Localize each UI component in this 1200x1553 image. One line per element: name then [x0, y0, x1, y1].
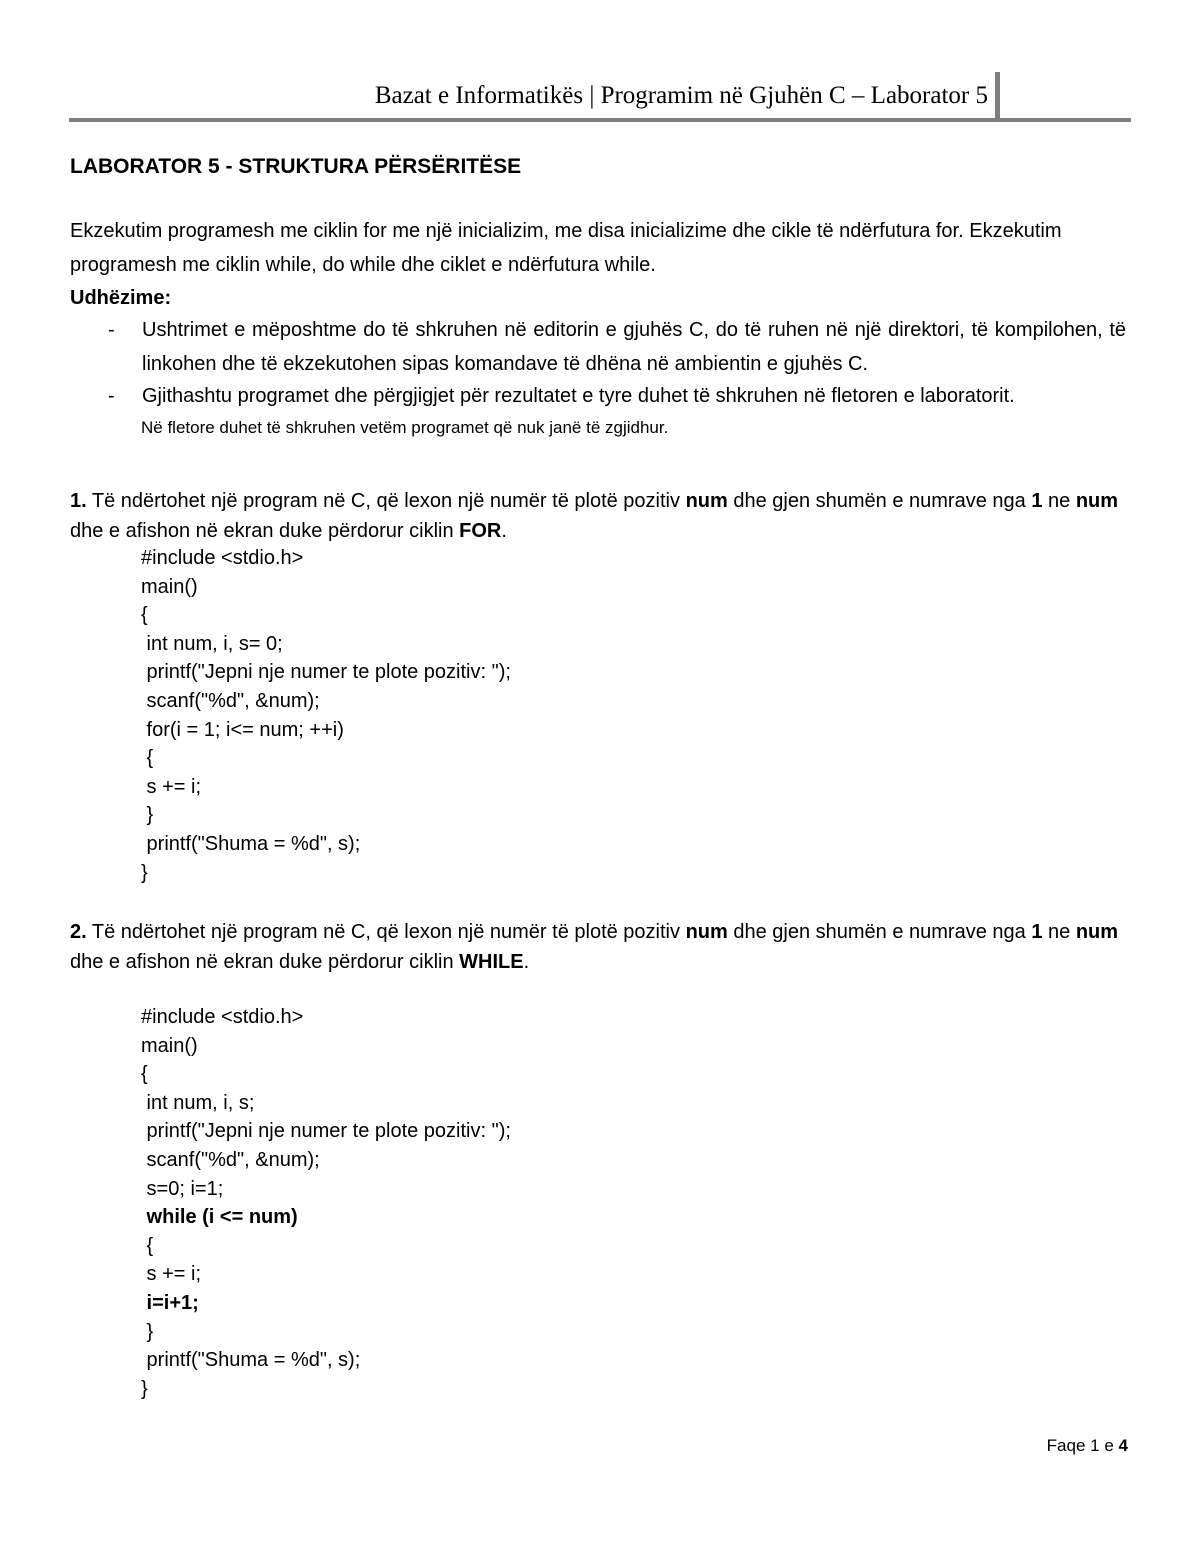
loop-keyword: FOR: [459, 520, 502, 542]
page-header: Bazat e Informatikës | Programim në Gjuhën C – Laborator 5: [374, 82, 988, 109]
task-text: dhe gjen shumën e numrave nga: [727, 921, 1032, 943]
bullet-dash: -: [108, 319, 115, 341]
bullet-dash: -: [108, 385, 115, 407]
code-block-1: [141, 544, 511, 887]
var-name: num: [685, 490, 728, 512]
var-name: num: [685, 921, 728, 943]
guideline-text: Gjithashtu programet dhe përgjigjet për rezultatet e tyre duhet të shkruhen në fletoren e laboratorit.: [142, 385, 1015, 407]
task-2-statement: [70, 917, 1138, 977]
guideline-item: [70, 379, 1126, 413]
code-line: int num, i, s= 0;: [141, 632, 283, 655]
header-rule: [69, 118, 1131, 122]
code-line: main(): [141, 575, 198, 598]
var-name: num: [1075, 921, 1119, 943]
task-text: .: [523, 951, 530, 973]
code-line: s += i;: [141, 775, 202, 798]
task-1-statement: [70, 486, 1138, 546]
code-line: scanf("%d", &num);: [141, 689, 320, 712]
code-line: main(): [141, 1034, 198, 1057]
guideline-item: [70, 313, 1126, 381]
intro-paragraph: Ekzekutim programesh me ciklin for me një inicializim, me disa inicializime dhe cikle të ndërfutura for. Ekzekutim programesh me ciklin while, do while dhe ciklet e ndërfutura while.: [70, 220, 1062, 276]
code-line: printf("Jepni nje numer te plote pozitiv: ");: [141, 1120, 511, 1143]
code-line: s=0; i=1;: [141, 1177, 224, 1200]
header-vertical-bar: [995, 72, 1000, 120]
page-number: 1: [1090, 1436, 1100, 1455]
task-number: 1.: [70, 490, 87, 512]
task-number: 2.: [70, 921, 87, 943]
guidelines-label: Udhëzime:: [70, 287, 172, 309]
task-text: ne: [1042, 921, 1076, 943]
var-name: num: [1075, 490, 1119, 512]
code-line: }: [141, 1320, 154, 1343]
page-footer: [1047, 1433, 1128, 1459]
lab-title: LABORATOR 5 - STRUKTURA PËRSËRITËSE: [70, 155, 522, 178]
code-line: #include <stdio.h>: [141, 547, 304, 569]
code-line: scanf("%d", &num);: [141, 1148, 320, 1171]
code-line: while (i <= num): [141, 1206, 298, 1229]
code-line: i=i+1;: [141, 1291, 199, 1314]
task-text: Të ndërtohet një program në C, që lexon një numër të plotë pozitiv: [86, 921, 686, 943]
task-text: ne: [1042, 490, 1076, 512]
code-line: int num, i, s;: [141, 1091, 255, 1114]
task-text: dhe e afishon në ekran duke përdorur ciklin: [70, 951, 460, 973]
code-line: #include <stdio.h>: [141, 1006, 304, 1028]
code-line: }: [141, 1377, 148, 1400]
footer-mid: e: [1099, 1436, 1119, 1455]
footer-prefix: Faqe: [1046, 1436, 1091, 1455]
code-line: printf("Shuma = %d", s);: [141, 832, 361, 855]
code-line: }: [141, 804, 154, 827]
code-line: {: [141, 604, 148, 627]
task-text: .: [501, 520, 507, 542]
code-line: for(i = 1; i<= num; ++i): [141, 718, 344, 741]
code-line: }: [141, 861, 148, 884]
guideline-text: Ushtrimet e mëposhtme do të shkruhen në editorin e gjuhës C, do të ruhen në një direktori, të kompilohen, të linkohen dhe të ekzekutohen sipas komandave të dhëna në ambientin e gjuhës C.: [142, 319, 1126, 375]
code-line: printf("Shuma = %d", s);: [141, 1349, 361, 1372]
code-line: {: [141, 747, 154, 770]
guideline-note: Në fletore duhet të shkruhen vetëm programet që nuk janë të zgjidhur.: [141, 418, 669, 437]
code-line: {: [141, 1063, 148, 1086]
task-text: Të ndërtohet një program në C, që lexon një numër të plotë pozitiv: [86, 490, 686, 512]
task-text: dhe e afishon në ekran duke përdorur ciklin: [70, 520, 460, 542]
loop-keyword: WHILE: [459, 951, 524, 973]
page-total: 4: [1118, 1436, 1128, 1455]
code-block-2: [141, 1003, 511, 1403]
code-line: printf("Jepni nje numer te plote pozitiv: ");: [141, 661, 511, 684]
range-start: 1: [1031, 490, 1043, 512]
range-start: 1: [1031, 921, 1043, 943]
task-text: dhe gjen shumën e numrave nga: [727, 490, 1032, 512]
code-line: {: [141, 1234, 154, 1257]
code-line: s += i;: [141, 1263, 202, 1286]
